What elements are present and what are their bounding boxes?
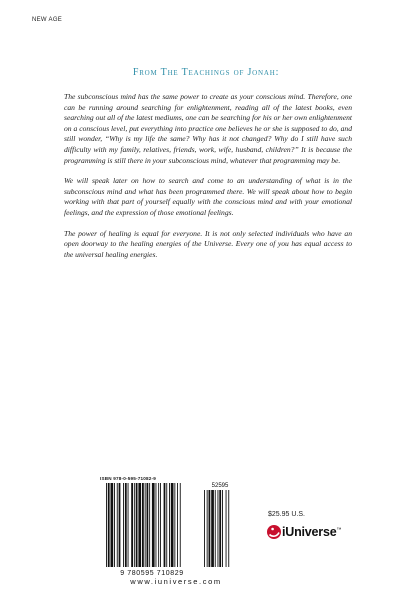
section-heading: From The Teachings of Jonah: <box>132 67 280 78</box>
barcode-bar <box>160 483 161 567</box>
addon-bar <box>204 490 205 567</box>
addon-bar <box>226 490 227 567</box>
barcode-bar <box>136 483 138 567</box>
price-label: $25.95 U.S. <box>268 511 305 518</box>
barcode-bar <box>114 483 115 567</box>
blurb-text <box>64 92 352 270</box>
barcode-bar <box>138 483 141 567</box>
barcode-bar <box>131 483 133 567</box>
addon-bar <box>222 490 223 567</box>
barcode-bar <box>108 483 110 567</box>
addon-bar <box>211 490 214 567</box>
iuniverse-swoosh-icon <box>266 523 282 541</box>
barcode-bar <box>145 483 146 567</box>
price-code: 52595 <box>211 483 229 489</box>
barcode-bar <box>149 483 150 567</box>
addon-bar <box>209 490 211 567</box>
barcode-bar <box>125 483 127 567</box>
barcode-bar <box>174 483 175 567</box>
blurb-paragraph-2: We will speak later on how to search and come to an understanding of what is in the subconscious mind and what has been programmed there. We will speak about how to begin working with that part of yourself equally with the conscious mind and with your emotional feelings, and the expression of those emotional feelings. <box>64 176 352 217</box>
barcode-bar <box>142 483 144 567</box>
isbn-label: ISBN 978-0-595-71082-9 <box>100 476 156 481</box>
barcode-bar <box>128 483 129 567</box>
barcode-bar <box>117 483 118 567</box>
category-label: NEW AGE <box>32 17 63 23</box>
publisher-logo <box>266 522 356 542</box>
barcode-bar <box>119 483 121 567</box>
barcode-icon <box>100 481 250 577</box>
trademark-mark: ™ <box>336 526 342 533</box>
barcode-bar <box>169 483 170 567</box>
barcode-bar <box>134 483 135 567</box>
barcode-bar <box>180 483 181 567</box>
barcode-bar <box>166 483 167 567</box>
barcode-digits: 9 780595 710829 <box>120 570 184 577</box>
barcode-bar <box>158 483 159 567</box>
addon-bar <box>228 490 229 567</box>
addon-bar <box>215 490 216 567</box>
addon-bar <box>207 490 208 567</box>
blurb-paragraph-3: The power of healing is equal for everyone. It is not only selected individuals who have an open doorway to the healing energies of the Universe. Every one of you has equal access to the universal healing energies. <box>64 228 352 259</box>
barcode-bar <box>111 483 114 567</box>
barcode-bar <box>106 483 107 567</box>
barcode-bar <box>156 483 157 567</box>
publisher-website: www.iuniverse.com <box>130 577 222 586</box>
barcode-bar <box>147 483 149 567</box>
barcode-bar <box>177 483 178 567</box>
blurb-paragraph-1: The subconscious mind has the same power to create as your conscious mind. Therefore, one can be running around searching for enlightenment, reading all of the latest books, even searching out all of the latest mediums, one can be searching for his or her own enlightenment on a conscious level, put everything into practice one believes he or she is supposed to do, and still wonder, “Why is my life the same? Why has it not changed? Why do I still have such difficulty with my family, relatives, friends, work, wife, husband, children?” It is because the programming is still there in your subconscious mind, whatever that programming may be. <box>64 92 352 165</box>
addon-bar <box>218 490 219 567</box>
barcode-bar <box>171 483 174 567</box>
barcode-bar <box>152 483 155 567</box>
barcode-bar <box>164 483 166 567</box>
publisher-name-text: iUniverse <box>282 525 337 539</box>
publisher-name <box>282 525 341 539</box>
addon-bar <box>219 490 221 567</box>
barcode-bar <box>123 483 124 567</box>
